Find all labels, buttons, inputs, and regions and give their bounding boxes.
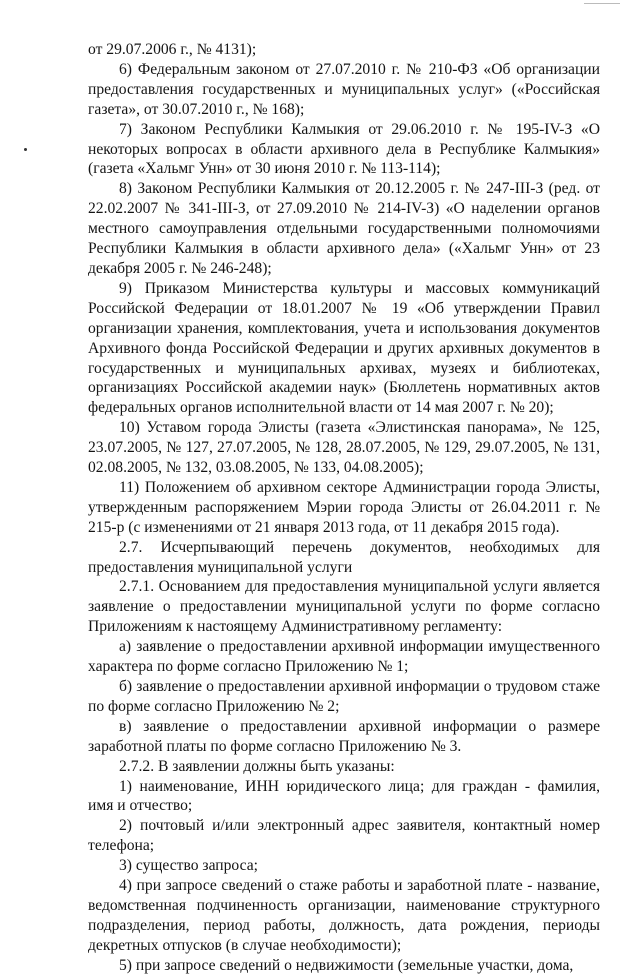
paragraph-2-7-1: 2.7.1. Основанием для предоставления муниципальной услуги является заявление о предоставлении муниципальной услуги по форме согласно Приложениям к настоящему Административному регламенту: (88, 578, 600, 636)
paragraph-2-7-2: 2.7.2. В заявлении должны быть указаны: (119, 757, 395, 775)
document-page (88, 40, 600, 976)
paragraph-continuation: от 29.07.2006 г., № 4131); (88, 41, 257, 58)
list-item-b: б) заявление о предоставлении архивной информации о трудовом стаже по форме согласно Приложению № 2; (88, 678, 600, 715)
list-item-4: 4) при запросе сведений о стаже работы и заработной плате - название, ведомственная подчиненность организации, наименование структурного подразделения, период работы, должность, дата рождения, периоды декретных отпусков (в случае необходимости); (88, 877, 600, 954)
paragraph-item-9: 9) Приказом Министерства культуры и массовых коммуникаций Российской Федерации от 18.01.2007 № 19 «Об утверждении Правил организации хранения, комплектования, учета и использования документов Архивного фонда Российской Федерации и других архивных документов в государственных и муниципальных архивах, музеях и библиотеках, организациях Российской академии наук» (Бюллетень нормативных актов федеральных органов исполнительной власти от 14 мая 2007 г. № 20); (88, 279, 600, 417)
list-item-2: 2) почтовый и/или электронный адрес заявителя, контактный номер телефона; (88, 817, 600, 855)
list-item-a: а) заявление о предоставлении архивной информации имущественного характера по форме согласно Приложению № 1; (88, 638, 600, 676)
paragraph-item-6: 6) Федеральным законом от 27.07.2010 г. № 210-ФЗ «Об организации предоставления государственных и муниципальных услуг» («Российская газета», от 30.07.2010 г., № 168); (88, 60, 600, 118)
list-item-v: в) заявление о предоставлении архивной информации о размере заработной платы по форме согласно Приложению № 3. (88, 717, 600, 755)
paragraph-item-11: 11) Положением об архивном секторе Администрации города Элисты, утвержденным распоряжением Мэрии города Элисты от 26.04.2011 г. № 215-р (с изменениями от 21 января 2013 года, от 11 декабря 2015 года). (88, 478, 600, 536)
paragraph-item-10: 10) Уставом города Элисты (газета «Элистинская панорама», № 125, 23.07.2005, № 127, 27.07.2005, № 128, 28.07.2005, № 129, 29.07.2005, № 131, 02.08.2005, № 132, 03.08.2005, № 133, 04.08.2005); (88, 419, 600, 477)
list-item-3: 3) существо запроса; (119, 857, 258, 875)
scan-edge-mark (584, 0, 620, 4)
section-heading-2-7: 2.7. Исчерпывающий перечень документов, необходимых для предоставления муниципальной услуги (88, 538, 600, 576)
list-item-1: 1) наименование, ИНН юридического лица; для граждан - фамилия, имя и отчество; (88, 777, 600, 815)
paragraph-item-8: 8) Законом Республики Калмыкия от 20.12.2005 г. № 247-III-З (ред. от 22.02.2007 № 341-III-З, от 27.09.2010 № 214-IV-З) «О наделении органов местного самоуправления отдельными государственными полномочиями Республики Калмыкия в области архивного дела» («Хальмг Унн» от 23 декабря 2005 г. № 246-248); (88, 180, 600, 277)
scan-speck (24, 148, 27, 151)
list-item-5: 5) при запросе сведений о недвижимости (земельные участки, дома, (119, 956, 574, 974)
paragraph-item-7: 7) Законом Республики Калмыкия от 29.06.2010 г. № 195-IV-З «О некоторых вопросах в области архивного дела в Республике Калмыкия» (газета «Хальмг Унн» от 30 июня 2010 г. № 113-114); (88, 120, 600, 178)
